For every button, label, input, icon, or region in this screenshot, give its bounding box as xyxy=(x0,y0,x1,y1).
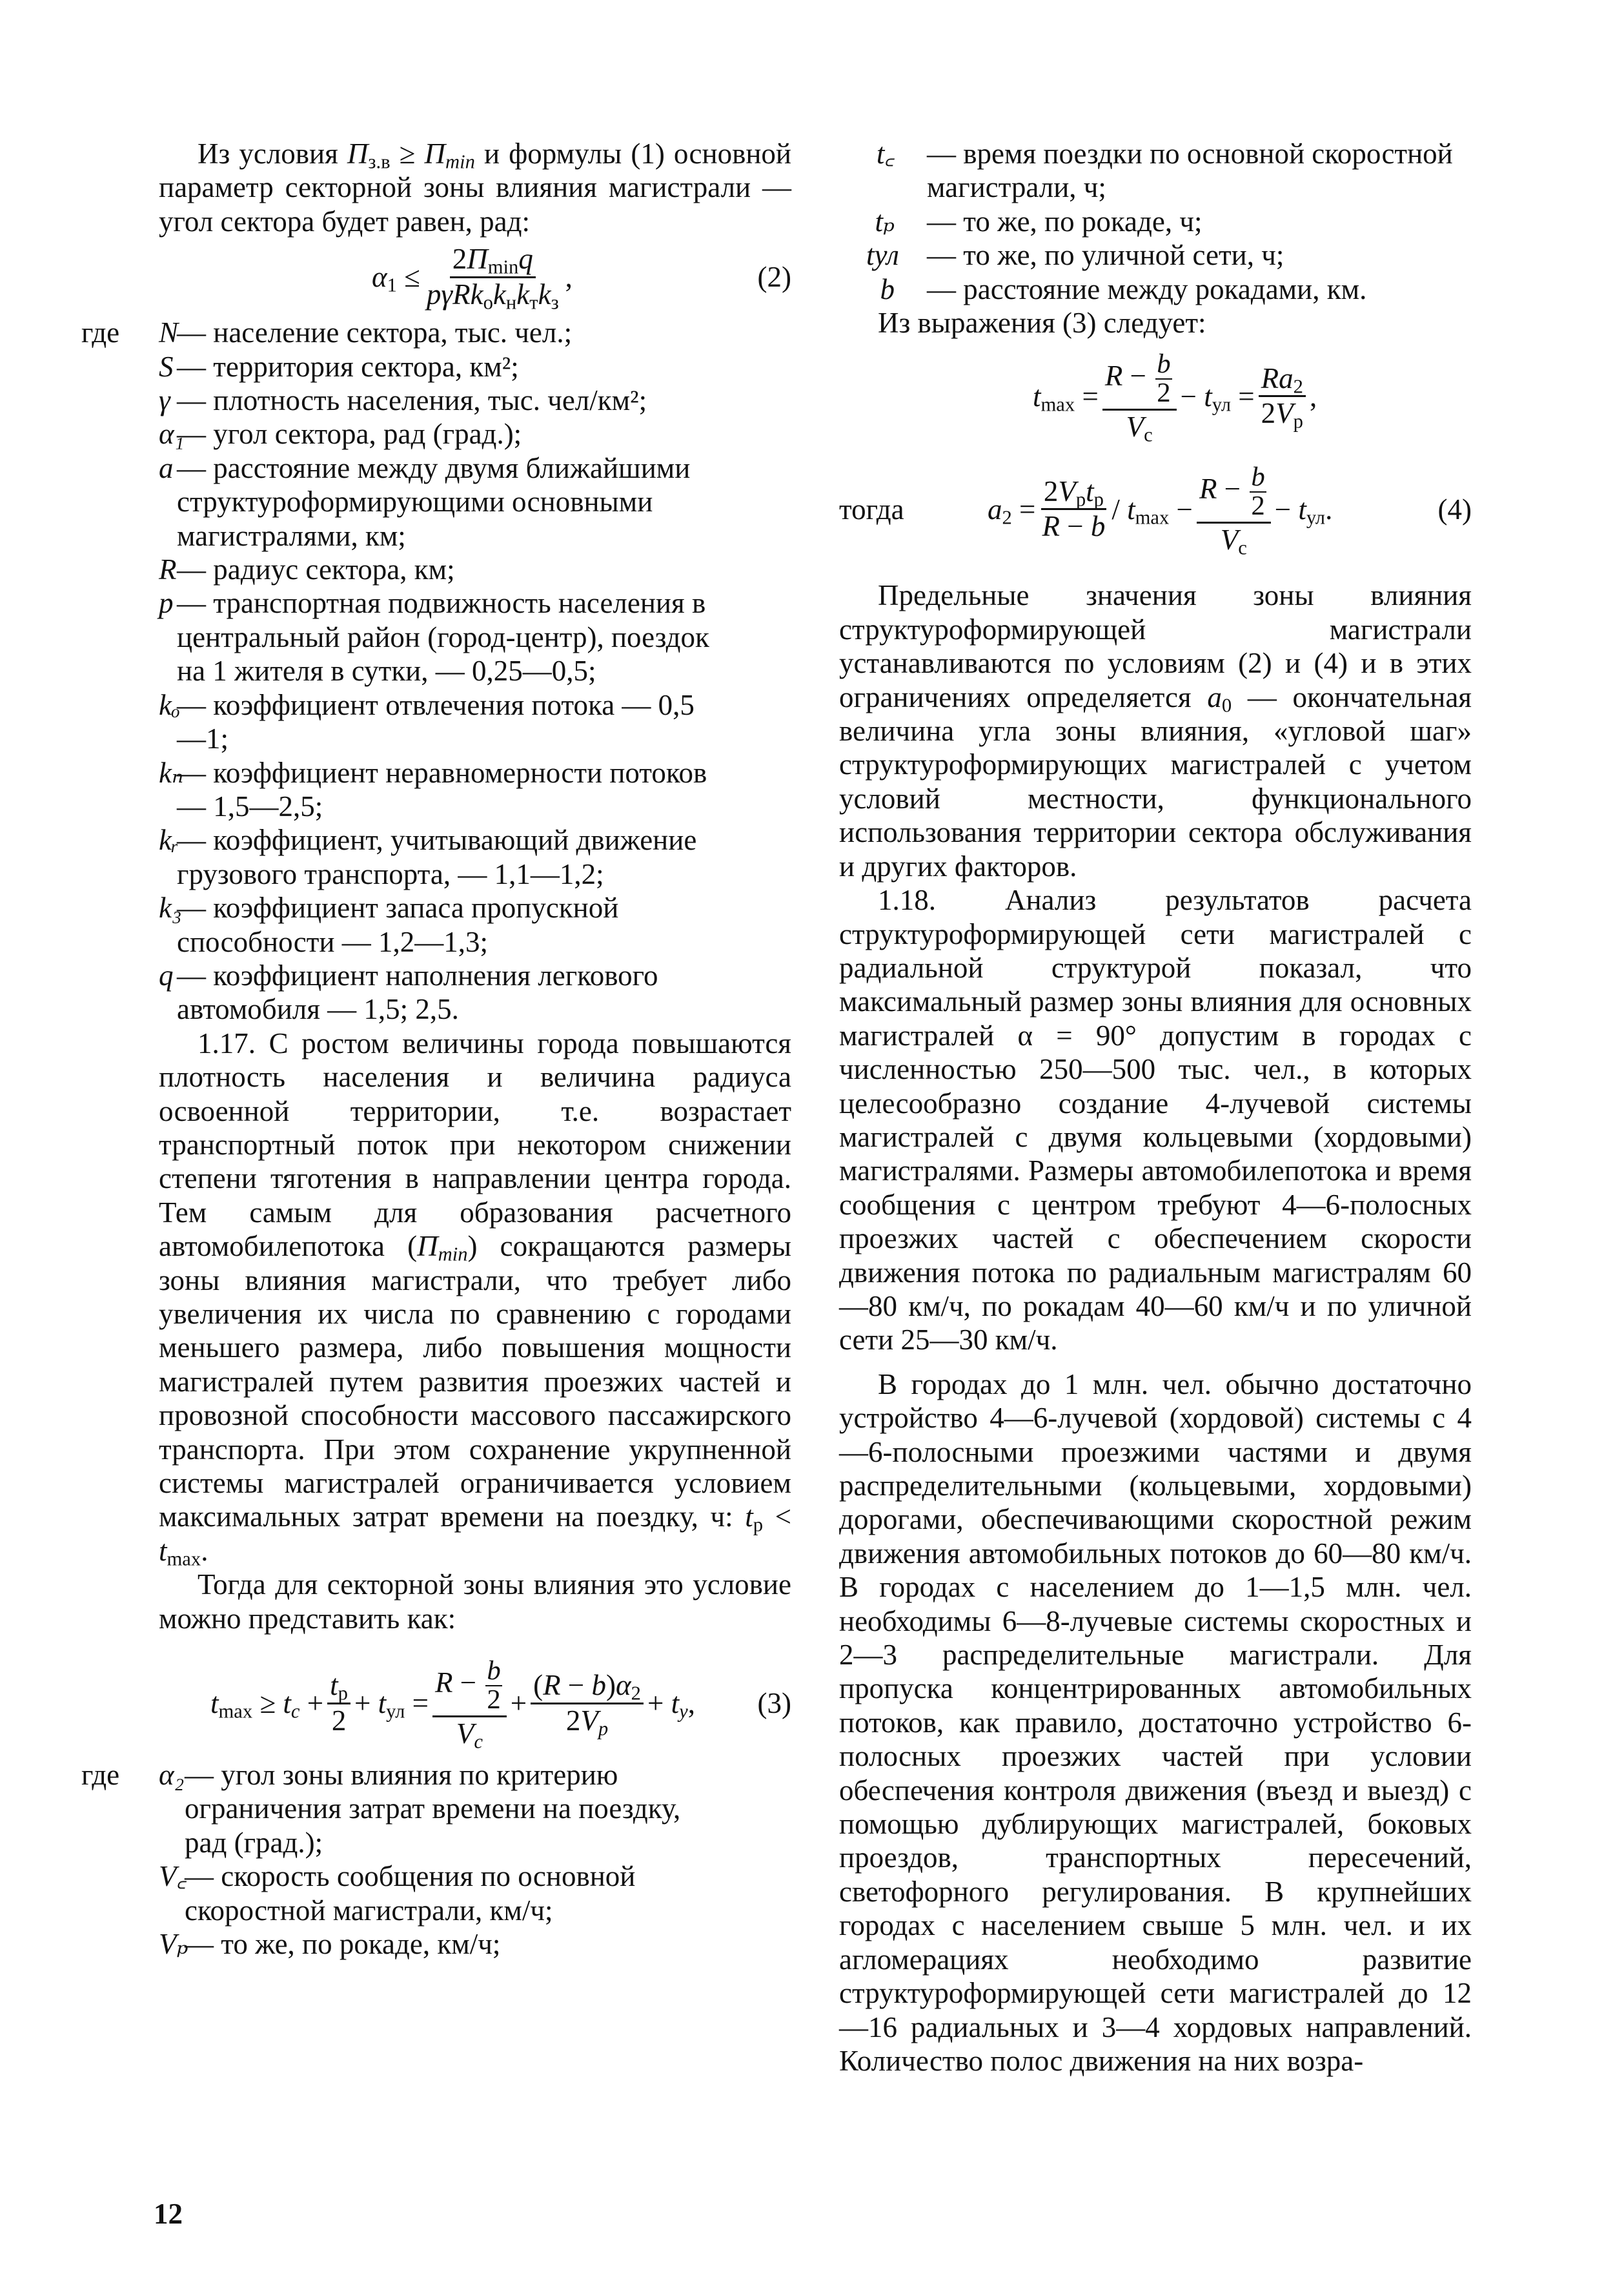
def-symbol: R xyxy=(159,553,177,586)
def-symbol: kₙ xyxy=(159,756,184,789)
def-text: — радиус сектора, км; xyxy=(177,553,455,586)
def-symbol: α₂ xyxy=(159,1759,185,1792)
def-text: — угол сектора, рад (град.); xyxy=(177,418,522,451)
def-symbol: p xyxy=(159,587,174,620)
equation-number-2: (2) xyxy=(757,261,791,294)
def-symbol: α₁ xyxy=(159,418,185,451)
def-text: — плотность населения, тыс. чел/км²; xyxy=(177,384,647,417)
def-symbol: V꜀ xyxy=(159,1860,187,1893)
right-column xyxy=(839,137,1472,2078)
def-text: — скорость сообщения по основной скоростной магистрали, км/ч; xyxy=(185,1860,636,1927)
def-symbol: t꜀ xyxy=(876,138,895,170)
paragraph-then: Тогда для секторной зоны влияния это условие можно представить как: xyxy=(159,1568,791,1635)
paragraph-limits: Предельные значения зоны влияния структуроформирующей магистрали устанавливаются по условиям (2) и (4) и в этих ограничениях определяется $a_0$ — окончательная величина угла зоны влияния, «угловой шаг» структуроформирующих магистралей с учетом условий местности, функционального использования территории сектора обслуживания и других факторов. xyxy=(839,579,1472,883)
def-text: — угол зоны влияния по критерию ограничения затрат времени на поездку, рад (град.); xyxy=(185,1759,681,1859)
left-column xyxy=(81,137,792,1961)
intro-text-a: Из условия xyxy=(198,138,347,170)
limits-text-b: — окончательная величина угла зоны влияния, «угловой шаг» структуроформирующих магистралей с учетом условий местности, функционального использования территории сектора обслуживания и других факторов. xyxy=(839,680,1472,883)
equation-number-3: (3) xyxy=(757,1686,791,1719)
def-text: — расстояние между двумя ближайшими структуроформирующими основными магистралями, км; xyxy=(177,451,691,552)
from-expression-3: Из выражения (3) следует: xyxy=(878,307,1206,340)
where-label: где xyxy=(81,316,120,349)
page-number: 12 xyxy=(154,2198,183,2230)
def-symbol: γ xyxy=(159,384,170,417)
def-symbol: N xyxy=(159,316,179,349)
paragraph-1-17: 1.17. С ростом величины города повышаются плотность населения и величина радиуса освоенной территории, т.е. возрастает транспортный поток при некотором снижении степени тяготения в направлении центра города. Тем самым для образования расчетного автомобилепотока $(П_{min})$ сокращаются размеры зоны влияния магистрали, что требует либо увеличения их числа по сравнению с городами меньшего размера, либо повышения мощности магистралей путем развития проезжих частей и провозной способности массового пассажирского транспорта. При этом сохранение укрупненной системы магистралей ограничивается условием максимальных затрат времени на поездку, ч: $t_p < t_{max}$. xyxy=(159,1027,791,1570)
definitions-3 xyxy=(866,137,1472,306)
definitions xyxy=(81,316,791,1027)
def-text: — время поездки по основной скоростной магистрали, ч; xyxy=(927,138,1453,204)
intro-text-b: и формулы (1) основной параметр секторной зоны влияния магистрали — угол сектора будет равен, рад: xyxy=(159,138,792,238)
paragraph-1-18: 1.18. Анализ результатов расчета структуроформирующей сети магистралей с радиальной структурой показал, что максимальный размер зоны влияния для основных магистралей α = 90° допустим в городах с численностью 250—500 тыс. чел., в которых целесообразно создание 4-лучевой системы магистралей с двумя кольцевыми (хордовыми) магистралями. Размеры автомобилепотока и время сообщения с центром требуют 4—6-полосных проезжих частей с обеспечением скорости движения потока по радиальным магистралям 60—80 км/ч, по рокадам 40—60 км/ч и по уличной сети 25—30 км/ч. xyxy=(839,884,1472,1356)
def-text: — территория сектора, км²; xyxy=(177,350,519,383)
definitions-2 xyxy=(81,1758,791,1961)
def-text: — расстояние между рокадами, км. xyxy=(927,272,1367,305)
def-text: — коэффициент отвлечения потока — 0,5—1; xyxy=(177,688,695,755)
p117-text-a: 1.17. С ростом величины города повышаются плотность населения и величина радиуса освоенной территории, т.е. возрастает транспортный поток при некотором снижении степени тяготения в направлении центра города. Тем самым для образования расчетного автомобилепотока ( xyxy=(159,1027,791,1263)
def-text: — то же, по рокаде, ч; xyxy=(927,205,1203,238)
def-text: — то же, по рокаде, км/ч; xyxy=(185,1928,501,1961)
def-symbol: kₒ xyxy=(159,688,180,721)
def-text: — транспортная подвижность населения в центральный район (город-центр), поездок на 1 жителя в сутки, — 0,25—0,5; xyxy=(177,587,709,688)
limits-text-a: Предельные значения зоны влияния структуроформирующей магистрали устанавливаются по условиям (2) и (4) и в этих ограничениях определяется xyxy=(839,579,1472,713)
equation-number-4: (4) xyxy=(1437,493,1472,526)
formula-3: $t_{max} \ge t_c$ + $\frac{t_p}{2}$ + $t_{ул}$ = R − $\frac{b}{2}$ $V_c$ + $\frac{(R - b)\alpha_2}{2V_p}$ + $t_y$, (3) xyxy=(210,1655,791,1753)
def-symbol: tₚ xyxy=(875,205,895,238)
def-symbol: b xyxy=(880,272,895,305)
then-label: тогда xyxy=(839,493,904,526)
formula-4: тогда $a_2$ = $\frac{2V_pt_p}{R - b}$ / $t_{max}$ − R − $\frac{b}{2}$ $V_c$ − $t_{ул}$. (4) xyxy=(839,462,1472,559)
def-symbol: q xyxy=(159,959,174,992)
formula-2: $\alpha_1$ ≤ $\frac{2П_{min}q}{p\gamma Rk_ok_нk_тk_з}$ , (2) xyxy=(372,243,791,314)
def-symbol: S xyxy=(159,350,174,383)
paragraph-cities: В городах до 1 млн. чел. обычно достаточно устройство 4—6-лучевой (хордовой) системы с 4—6-полосными проезжими частями и двумя распределительными (кольцевыми, хордовыми) дорогами, обеспечивающими скоростной режим движения автомобильных потоков до 60—80 км/ч. В городах с населением до 1—1,5 млн. чел. необходимы 6—8-лучевые системы скоростных и 2—3 распределительные магистрали. Для пропуска концентрированных автомобильных потоков, как правило, достаточно устройство 6-полосных проезжих частей при условии обеспечения контроля движения (въезд и выезд) с помощью дублирующих магистралей, боковых проездов, транспортных пересечений, светофорного регулирования. В крупнейших городах с населением свыше 5 млн. чел. и их агломерациях необходимо развитие структуроформирующей сети магистралей до 12—16 радиальных и 3—4 хордовых направлений. Количество полос движения на них возра- xyxy=(839,1367,1472,2077)
def-symbol: kᵣ xyxy=(159,824,179,857)
def-symbol: a xyxy=(159,451,174,484)
def-text: — то же, по уличной сети, ч; xyxy=(927,239,1284,272)
def-text: — коэффициент наполнения легкового автомобиля — 1,5; 2,5. xyxy=(177,959,658,1026)
formula-tmax: $t_{max}$ = R − $\frac{b}{2}$ $V_c$ − $t_{ул}$ = $\frac{Ra_2}{2V_p}$ , xyxy=(1033,349,1317,446)
p117-text-b: ) сокращаются размеры зоны влияния магистрали, что требует либо увеличения их числа по сравнению с городами меньшего размера, либо повышения мощности магистралей путем развития проезжих частей и провозной способности массового пассажирского транспорта. При этом сохранение укрупненной системы магистралей ограничивается условием максимальных затрат времени на поездку, ч: xyxy=(159,1230,791,1533)
intro-paragraph: Из условия $П_{з.в} \ge П_{min}$ и формулы (1) основной параметр секторной зоны влияния магистрали — угол сектора будет равен, рад: xyxy=(159,138,792,238)
def-symbol: Vₚ xyxy=(159,1928,188,1961)
def-symbol: k₃ xyxy=(159,892,182,925)
def-symbol: tул xyxy=(866,239,899,272)
def-text: — коэффициент запаса пропускной способности — 1,2—1,3; xyxy=(177,892,619,958)
where-label-2: где xyxy=(81,1759,120,1792)
def-text: — население сектора, тыс. чел.; xyxy=(177,316,573,349)
def-text: — коэффициент неравномерности потоков — 1,5—2,5; xyxy=(177,756,707,823)
def-text: — коэффициент, учитывающий движение грузового транспорта, — 1,1—1,2; xyxy=(177,824,697,890)
